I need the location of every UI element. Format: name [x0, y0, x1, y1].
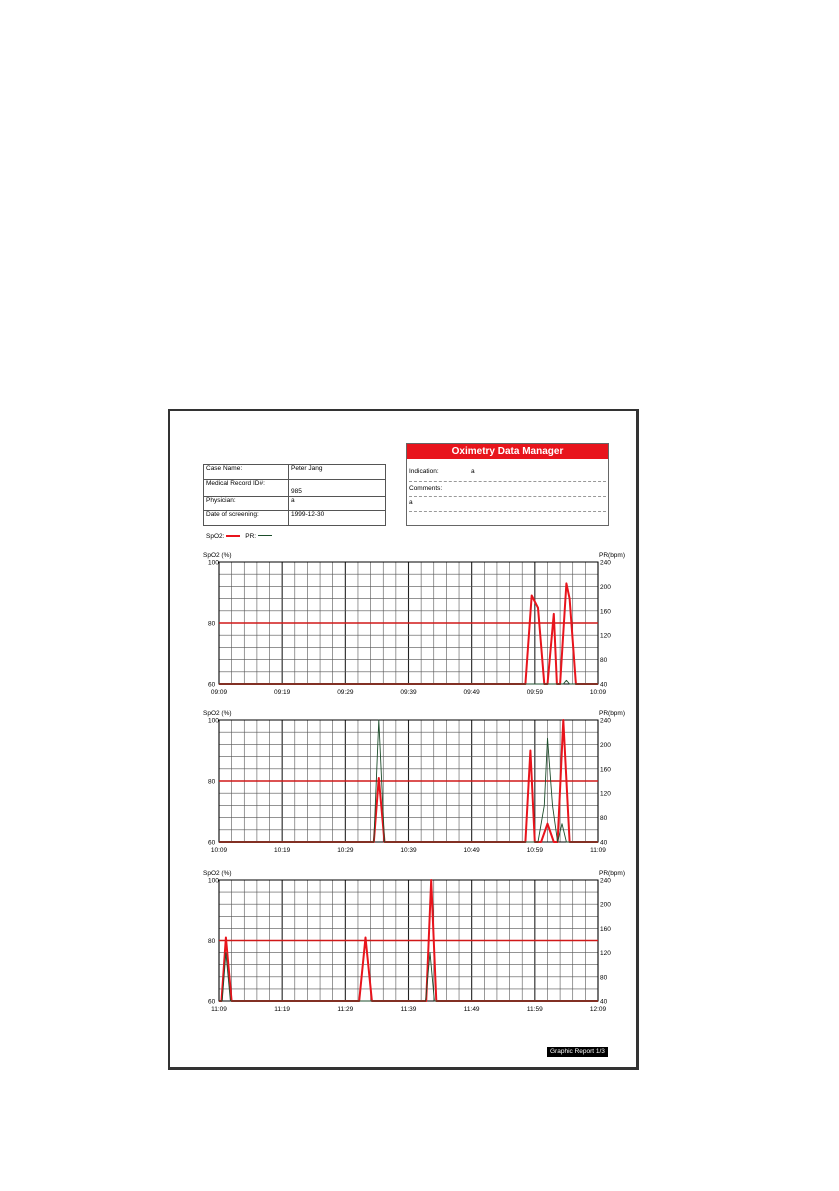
y-axis-left-title: SpO2 (%) [203, 710, 232, 717]
page-badge: Graphic Report 1/3 [547, 1047, 608, 1057]
y-tick-label-right: 40 [600, 839, 608, 847]
y-tick-label-left: 100 [208, 559, 219, 567]
x-tick-label: 09:09 [210, 689, 228, 696]
y-tick-label-right: 120 [600, 632, 611, 640]
x-tick-label: 11:49 [463, 1006, 480, 1013]
physician-value: a [289, 496, 386, 511]
x-tick-label: 12:09 [589, 1006, 607, 1013]
screening-date-label: Date of screening: [204, 511, 289, 526]
x-tick-label: 09:19 [274, 689, 291, 696]
x-tick-label: 10:59 [526, 847, 543, 854]
physician-label: Physician: [204, 496, 289, 511]
x-tick-label: 09:29 [337, 689, 354, 696]
y-tick-label-right: 240 [600, 559, 611, 567]
y-tick-label-right: 240 [600, 717, 611, 725]
y-tick-label-left: 60 [208, 839, 216, 847]
x-tick-label: 09:59 [526, 689, 543, 696]
indication-label: Indication: [409, 468, 439, 475]
comments-label: Comments: [409, 485, 443, 492]
report-title: Oximetry Data Manager [407, 444, 608, 459]
y-axis-left-title: SpO2 (%) [203, 552, 232, 559]
x-tick-label: 09:39 [400, 689, 417, 696]
x-tick-label: 10:09 [589, 689, 607, 696]
x-tick-label: 11:59 [526, 1006, 543, 1013]
x-tick-label: 10:49 [463, 847, 480, 854]
x-tick-label: 11:19 [274, 1006, 291, 1013]
y-tick-label-left: 80 [208, 778, 216, 786]
y-tick-label-right: 200 [600, 741, 611, 749]
y-tick-label-left: 80 [208, 938, 216, 945]
case-name-label: Case Name: [204, 465, 289, 480]
y-tick-label-right: 120 [600, 950, 611, 958]
y-tick-label-right: 240 [600, 877, 611, 885]
y-tick-label-right: 200 [600, 901, 611, 909]
y-tick-label-right: 200 [600, 583, 611, 591]
y-axis-right-title: PR(bpm) [599, 870, 626, 877]
case-name-value: Peter Jang [289, 465, 386, 480]
y-tick-label-right: 160 [600, 766, 611, 774]
legend-spo2-label: SpO2: [206, 533, 225, 540]
record-id-label: Medical Record ID#: [204, 479, 289, 496]
x-tick-label: 11:09 [211, 1006, 227, 1013]
y-tick-label-left: 80 [208, 620, 216, 628]
y-tick-label-right: 40 [600, 681, 608, 689]
x-tick-label: 09:49 [463, 689, 480, 696]
x-tick-label: 10:19 [274, 847, 291, 854]
y-axis-left-title: SpO2 (%) [203, 870, 232, 877]
x-tick-label: 10:39 [400, 847, 417, 854]
y-tick-label-right: 160 [600, 925, 611, 933]
y-axis-right-title: PR(bpm) [599, 552, 626, 559]
y-tick-label-right: 80 [600, 974, 608, 982]
y-tick-label-left: 60 [208, 998, 216, 1006]
comments-value: a [409, 499, 413, 506]
indication-value: a [471, 468, 475, 475]
legend-pr-label: PR: [245, 533, 257, 540]
y-axis-right-title: PR(bpm) [599, 710, 626, 717]
y-tick-label-right: 80 [600, 815, 608, 823]
y-tick-label-right: 120 [600, 790, 611, 798]
x-tick-label: 11:29 [337, 1006, 354, 1013]
x-tick-label: 11:09 [590, 847, 606, 854]
y-tick-label-right: 40 [600, 998, 608, 1006]
y-tick-label-left: 60 [208, 681, 216, 689]
y-tick-label-right: 160 [600, 608, 611, 616]
x-tick-label: 11:39 [400, 1006, 417, 1013]
screening-date-value: 1999-12-30 [289, 511, 386, 526]
record-id-value: 985 [289, 479, 386, 496]
y-tick-label-right: 80 [600, 657, 608, 665]
x-tick-label: 10:29 [337, 847, 354, 854]
y-tick-label-left: 100 [208, 717, 219, 725]
y-tick-label-left: 100 [208, 877, 219, 885]
x-tick-label: 10:09 [210, 847, 228, 854]
